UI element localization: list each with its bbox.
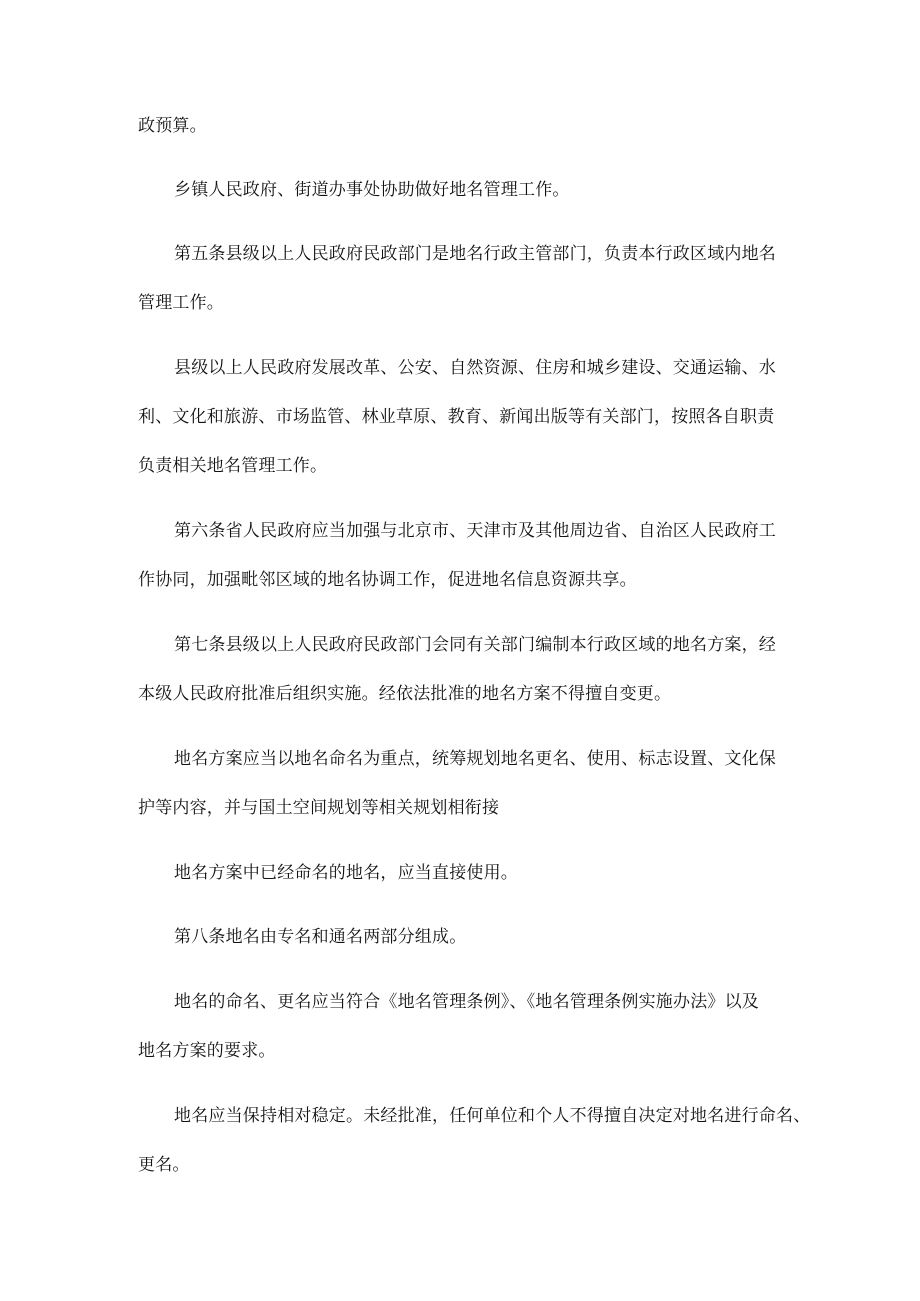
article-5-line: 第五条县级以上人民政府民政部门是地名行政主管部门，负责本行政区域内地名: [174, 244, 776, 264]
text-line: 作协同，加强毗邻区域的地名协调工作，促进地名信息资源共享。: [138, 570, 637, 590]
paragraph-line: 地名方案应当以地名命名为重点，统筹规划地名更名、使用、标志设置、文化保: [174, 749, 776, 769]
paragraph-line: 乡镇人民政府、街道办事处协助做好地名管理工作。: [174, 180, 570, 200]
text-line: 负责相关地名管理工作。: [138, 456, 328, 476]
text-line: 利、文化和旅游、市场监管、林业草原、教育、新闻出版等有关部门，按照各自职责: [138, 407, 775, 427]
text-line: 护等内容，并与国土空间规划等相关规划相衔接: [138, 798, 500, 818]
text-line: 管理工作。: [138, 293, 224, 313]
article-8-line: 第八条地名由专名和通名两部分组成。: [174, 927, 467, 947]
text-line: 政预算。: [138, 116, 207, 136]
text-line: 更名。: [138, 1155, 190, 1175]
article-6-line: 第六条省人民政府应当加强与北京市、天津市及其他周边省、自治区人民政府工: [174, 521, 776, 541]
paragraph-line: 地名的命名、更名应当符合《地名管理条例》、《地名管理条例实施办法》以及: [174, 992, 759, 1012]
paragraph-line: 地名方案中已经命名的地名，应当直接使用。: [174, 863, 518, 883]
text-line: 地名方案的要求。: [138, 1041, 276, 1061]
article-7-line: 第七条县级以上人民政府民政部门会同有关部门编制本行政区域的地名方案，经: [174, 635, 776, 655]
paragraph-line: 县级以上人民政府发展改革、公安、自然资源、住房和城乡建设、交通运输、水: [174, 358, 776, 378]
paragraph-line: 地名应当保持相对稳定。未经批准，任何单位和个人不得擅自决定对地名进行命名、: [174, 1106, 811, 1126]
text-line: 本级人民政府批准后组织实施。经依法批准的地名方案不得擅自变更。: [138, 684, 672, 704]
